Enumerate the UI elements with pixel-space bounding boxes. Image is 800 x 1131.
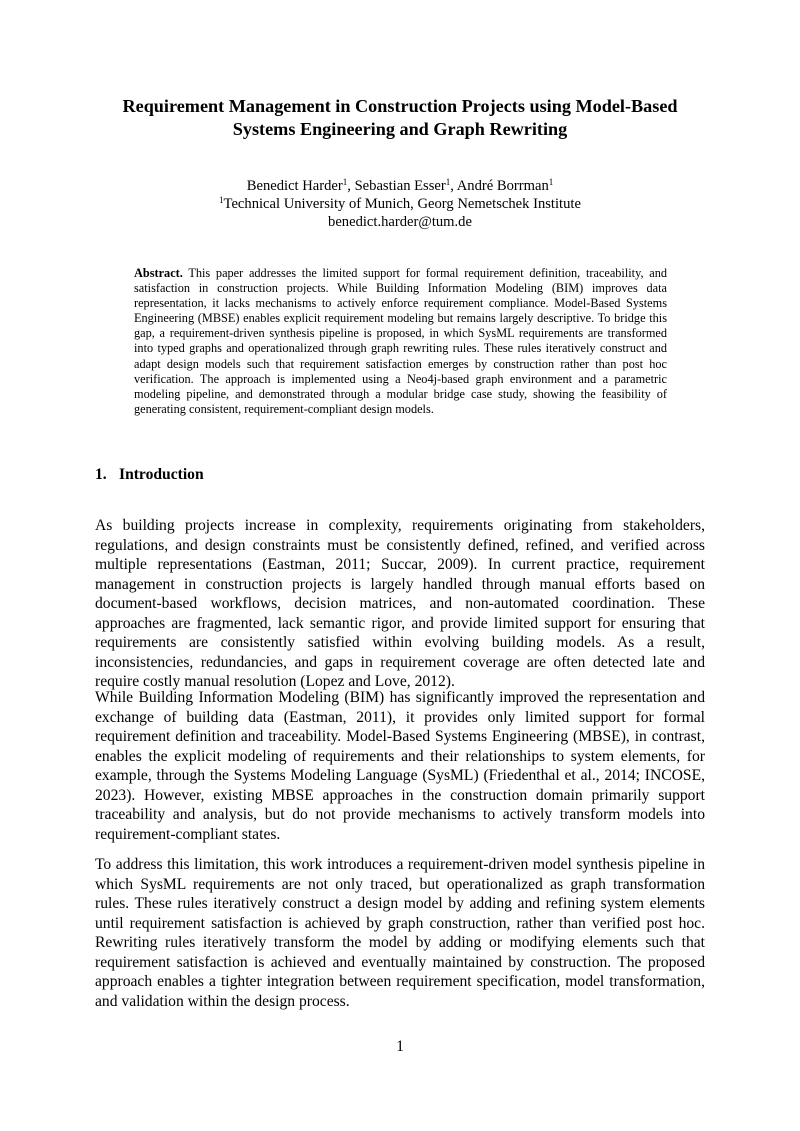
author-affiliation-mark: 1	[342, 177, 348, 187]
author-affiliation-mark: 1	[548, 177, 554, 187]
abstract-label: Abstract.	[134, 266, 183, 280]
author-name: Benedict Harder	[246, 178, 343, 194]
affiliation	[95, 195, 705, 214]
body-paragraph: To address this limitation, this work introduces a requirement-driven model synthesis pipeline in which SysML requirements are not only traced, but operationalized as graph transformation rules. These rules iteratively construct a design model by adding and refining system elements until requirement satisfaction is achieved by graph construction, rather than verified post hoc. Rewriting rules iteratively transform the model by adding or modifying elements such that requirement satisfaction is achieved and eventually maintained by construction. The proposed approach enables a tighter integration between requirement specification, model transformation, and validation within the design process.	[95, 856, 705, 1010]
author-separator: ,	[347, 178, 355, 194]
paper-title: Requirement Management in Construction Projects using Model-Based Systems Engineering and Graph Rewriting	[122, 96, 678, 139]
body-paragraph: As building projects increase in complexity, requirements originating from stakeholders, regulations, and design constraints must be consistently defined, refined, and verified across multiple representations (Eastman, 2011; Succar, 2009). In current practice, requirement management in construction projects is largely handled through manual efforts based on document-based workflows, decision matrices, and non-automated coordination. These approaches are fragmented, lack semantic rigor, and provide limited support for ensuring that requirements are consistently satisfied within evolving building models. As a result, inconsistencies, redundancies, and gaps in requirement coverage are often detected late and require costly manual resolution (Lopez and Love, 2012).	[95, 517, 705, 690]
author-name: Sebastian Esser	[354, 178, 446, 194]
section-heading	[95, 465, 705, 485]
page-number: 1	[396, 1038, 404, 1055]
abstract	[134, 266, 667, 417]
author-affiliation-mark: 1	[445, 177, 451, 187]
section-number: 1.	[95, 466, 107, 483]
author-name: André Borrman	[456, 178, 549, 194]
abstract-text: This paper addresses the limited support for formal requirement definition, traceability, and satisfaction in construction projects. While Building Information Modeling (BIM) improves data representation, it lacks mechanisms to actively enforce requirement compliance. Model-Based Systems Engineering (MBSE) enables explicit requirement modeling but remains largely descriptive. To bridge this gap, a requirement-driven synthesis pipeline is proposed, in which SysML requirements are transformed into typed graphs and operationalized through graph rewriting rules. These rules iteratively construct and adapt design models such that requirement satisfaction emerges by construction rather than post hoc verification. The approach is implemented using a Neo4j-based graph environment and a parametric modeling pipeline, and demonstrated through a modular bridge case study, showing the feasibility of generating consistent, requirement-compliant design models.	[134, 266, 667, 416]
affiliation-mark: 1	[219, 195, 224, 205]
body-paragraph: While Building Information Modeling (BIM) has significantly improved the representation and exchange of building data (Eastman, 2011), it provides only limited support for formal requirement definition and traceability. Model-Based Systems Engineering (MBSE), in contrast, enables the explicit modeling of requirements and their relationships to system elements, for example, through the Systems Modeling Language (SysML) (Friedenthal et al., 2014; INCOSE, 2023). However, existing MBSE approaches in the construction domain primarily support traceability and analysis, but do not provide mechanisms to actively transform models into requirement-compliant states.	[95, 689, 705, 843]
section-title: Introduction	[119, 466, 204, 483]
affiliation-text: Technical University of Munich, Georg Nemetschek Institute	[223, 196, 581, 212]
author-email: benedict.harder@tum.de	[328, 214, 472, 230]
author-separator: ,	[450, 178, 457, 194]
author-list	[95, 177, 705, 196]
